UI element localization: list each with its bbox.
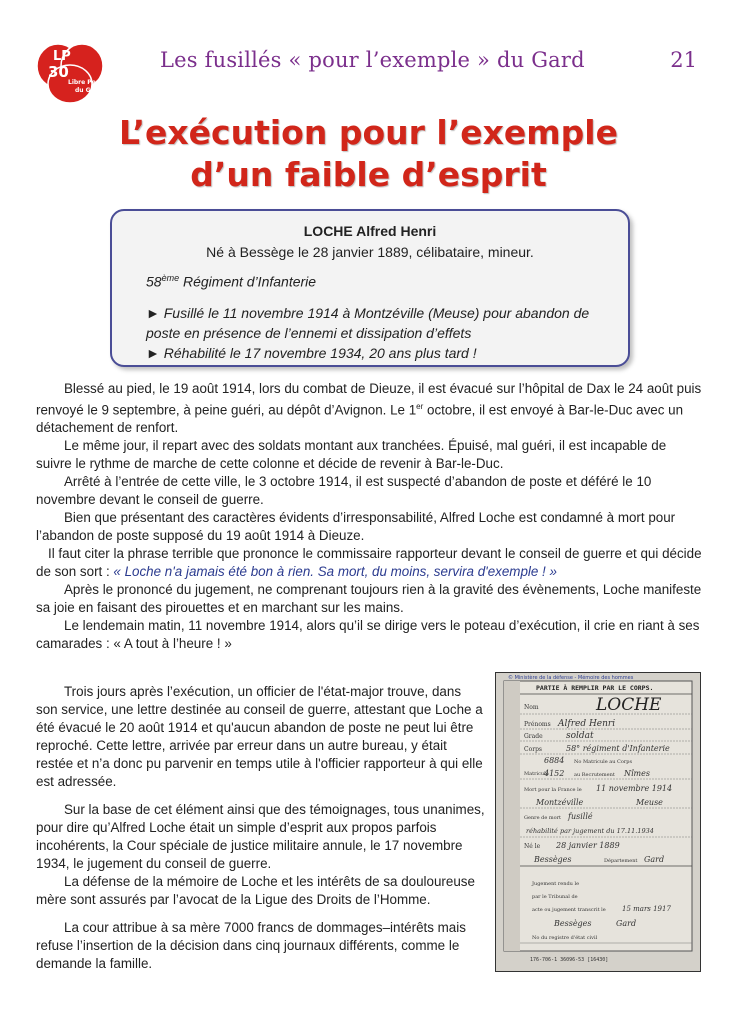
title-line-1: L’exécution pour l’exemple (119, 113, 618, 152)
paragraph: Bien que présentant des caractères évidents d’irresponsabilité, Alfred Loche est condamné à mort pour l’abandon de poste supposé du 19 août 1914 à Dieuze. (36, 510, 676, 544)
svg-text:Prénoms: Prénoms (524, 721, 551, 728)
card-heading: PARTIE À REMPLIR PAR LE CORPS. (536, 684, 654, 692)
card-caption: © Ministère de la défense - Mémoire des hommes (508, 675, 634, 681)
logo-number: 30 (48, 63, 69, 81)
svg-text:Né le: Né le (524, 843, 541, 850)
svg-text:acte ou jugement transcrit le: acte ou jugement transcrit le (532, 907, 606, 913)
svg-text:Bessèges: Bessèges (534, 855, 572, 864)
title-line-2: d’un faible d’esprit (190, 155, 547, 194)
svg-text:Bessèges: Bessèges (554, 919, 592, 928)
card-footer-code: 176-706-1 36096-53 [16430] (530, 957, 609, 963)
svg-text:15 mars 1917: 15 mars 1917 (622, 905, 671, 913)
svg-text:Jugement rendu le: Jugement rendu le (532, 881, 580, 887)
article-body-continued (36, 683, 486, 973)
fact-executed-line-1: ► Fusillé le 11 novembre 1914 à Montzéville (Meuse) pour abandon de (146, 305, 590, 321)
svg-text:Corps: Corps (524, 746, 542, 753)
fact-rehabilitated: ► Réhabilité le 17 novembre 1934, 20 ans plus tard ! (146, 345, 477, 361)
paragraph: Arrêté à l’entrée de cette ville, le 3 octobre 1914, il est suspecté d’abandon de poste et déféré le 10 novembre devant le conseil de guerre. (36, 474, 652, 508)
death-record-card-image (495, 672, 701, 972)
prosecutor-quote: « Loche n'a jamais été bon à rien. Sa mort, du moins, servira d'exemple ! » (113, 564, 557, 580)
biography-box (110, 209, 630, 367)
paragraph: La défense de la mémoire de Loche et les intérêts de sa douloureuse mère sont assurés par l’avocat de la Ligue des Droits de l’Homme. (36, 874, 475, 907)
record-card-scan (496, 673, 700, 971)
svg-text:Nîmes: Nîmes (624, 769, 650, 778)
paragraph: Blessé au pied, le 19 août 1914, lors du combat de Dieuze, il est évacué sur l’hôpital de Dax le 24 août puis renvoyé le 9 septembre, à peine guéri, au dépôt d’Avignon. Le 1er octobre, il est envoyé à Bar-le-Duc avec un détachement de renfort. (36, 381, 702, 436)
svg-text:6884: 6884 (544, 756, 565, 765)
libre-pensee-logo (36, 40, 112, 104)
birth-info: Né à Bessège le 28 janvier 1889, célibataire, mineur. (206, 244, 534, 260)
regiment: 58ème Régiment d’Infanterie (146, 273, 317, 290)
svg-text:Département: Département (604, 858, 638, 864)
running-header: Les fusillés « pour l’exemple » du Gard (160, 48, 585, 72)
svg-text:fusillé: fusillé (568, 812, 593, 821)
svg-text:No du registre d'état civil: No du registre d'état civil (532, 935, 598, 941)
svg-text:au Recrutement: au Recrutement (574, 772, 615, 778)
svg-text:Gard: Gard (616, 919, 637, 928)
svg-text:4152: 4152 (544, 769, 565, 778)
svg-text:28 janvier 1889: 28 janvier 1889 (556, 841, 620, 850)
logo-text-2: du Gard (75, 87, 102, 94)
svg-text:Alfred Henri: Alfred Henri (558, 719, 616, 729)
fact-executed-line-2: poste en présence de l’ennemi et dissipation d’effets (146, 325, 472, 341)
paragraph: La cour attribue à sa mère 7000 francs de dommages–intérêts mais refuse l’insertion de la décision dans cinq journaux différents, comme le demande la famille. (36, 920, 466, 971)
svg-text:soldat: soldat (566, 731, 594, 741)
page-number: 21 (670, 48, 697, 72)
svg-text:Grade: Grade (524, 733, 543, 740)
svg-text:11 novembre 1914: 11 novembre 1914 (596, 784, 673, 793)
svg-text:Mort pour la France le: Mort pour la France le (524, 787, 582, 793)
paragraph: Il faut citer la phrase terrible que prononce le commissaire rapporteur devant le conseil de guerre et qui décide de son sort : « Loche n'a jamais été bon à rien. Sa mort, du moins, servira d'exemple ! » (36, 546, 702, 580)
card-name: LOCHE (596, 695, 662, 715)
paragraph: Après le prononcé du jugement, ne comprenant toujours rien à la gravité des évènements, Loche manifeste sa joie en faisant des pirouettes et en marchant sur les mains. (36, 582, 702, 616)
logo-letters: LP (53, 49, 71, 64)
paragraph: Le même jour, il repart avec des soldats montant aux tranchées. Épuisé, mal guéri, il est incapable de suivre le rythme de marche de cette colonne et décide de revenir à Bar-le-Duc. (36, 438, 667, 472)
paragraph: Le lendemain matin, 11 novembre 1914, alors qu’il se dirige vers le poteau d’exécution, il crie en riant à ses camarades : « A tout à l’heure ! » (36, 618, 700, 652)
svg-text:réhabilité par jugement du 17.: réhabilité par jugement du 17.11.1934 (526, 827, 654, 835)
svg-text:No Matricule au Corps: No Matricule au Corps (574, 759, 633, 765)
logo-text-1: Libre Pensée (68, 79, 112, 86)
svg-text:Genre de mort: Genre de mort (524, 815, 562, 821)
article-body (36, 380, 704, 653)
svg-text:par le Tribunal de: par le Tribunal de (532, 894, 578, 900)
svg-text:Meuse: Meuse (636, 798, 663, 807)
article-title (0, 112, 737, 196)
svg-text:Gard: Gard (644, 855, 665, 864)
paragraph: Trois jours après l’exécution, un officier de l'état-major trouve, dans son service, une lettre destinée au conseil de guerre, attestant que Loche a été évacué le 20 août 1914 et qu'aucun abandon de poste ne peut lui être reproché. Cette lettre, arrivée par erreur dans un autre bureau, y était restée et n’a donc pu parvenir en temps utile à l'officier rapporteur à qui elle est adressée. (36, 684, 483, 789)
paragraph: Sur la base de cet élément ainsi que des témoignages, tous unanimes, pour dire qu’Alfred Loche était un simple d’esprit aux propos parfois incohérents, la Cour spéciale de justice militaire annule, le 17 novembre 1934, le jugement du conseil de guerre. (36, 802, 485, 871)
svg-text:Matricule: Matricule (524, 771, 549, 777)
svg-text:Montzéville: Montzéville (536, 798, 584, 807)
svg-text:Nom: Nom (524, 704, 539, 711)
person-name: LOCHE Alfred Henri (303, 223, 437, 239)
svg-text:58° régiment d'Infanterie: 58° régiment d'Infanterie (566, 744, 670, 753)
